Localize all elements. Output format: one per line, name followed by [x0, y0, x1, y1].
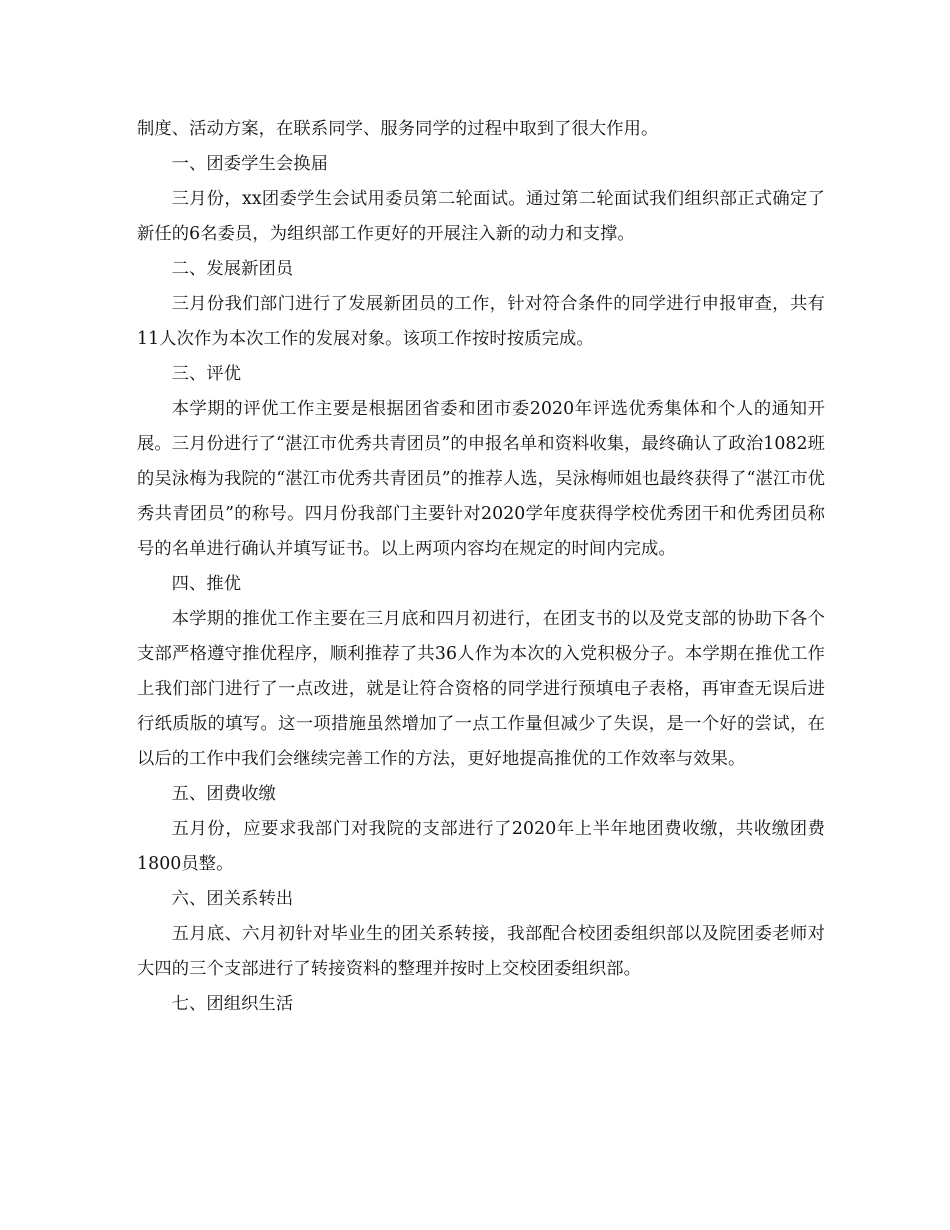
paragraph-continuation: 制度、活动方案，在联系同学、服务同学的过程中取到了很大作用。 — [137, 119, 659, 139]
section-heading-3: 三、评优 — [171, 364, 242, 384]
paragraph-1: 三月份，xx团委学生会试用委员第二轮面试。通过第二轮面试我们组织部正式确定了新任的6名委员，为组织部工作更好的开展注入新的动力和支撑。 — [137, 189, 825, 244]
paragraph-3: 本学期的评优工作主要是根据团省委和团市委2020年评选优秀集体和个人的通知开展。三月份进行了“湛江市优秀共青团员”的申报名单和资料收集，最终确认了政治1082班的吴泳梅为我院的“湛江市优秀共青团员”的推荐人选，吴泳梅师姐也最终获得了“湛江市优秀共青团员”的称号。四月份我部门主要针对2020学年度获得学校优秀团干和优秀团员称号的名单进行确认并填写证书。以上两项内容均在规定的时间内完成。 — [137, 399, 825, 559]
paragraph-2: 三月份我们部门进行了发展新团员的工作，针对符合条件的同学进行申报审查，共有11人次作为本次工作的发展对象。该项工作按时按质完成。 — [137, 294, 825, 349]
section-heading-6: 六、团关系转出 — [171, 889, 294, 909]
section-heading-7: 七、团组织生活 — [171, 994, 294, 1014]
section-heading-1: 一、团委学生会换届 — [171, 154, 329, 174]
paragraph-4: 本学期的推优工作主要在三月底和四月初进行，在团支书的以及党支部的协助下各个支部严格遵守推优程序，顺利推荐了共36人作为本次的入党积极分子。本学期在推优工作上我们部门进行了一点改进，就是让符合资格的同学进行预填电子表格，再审查无误后进行纸质版的填写。这一项措施虽然增加了一点工作量但减少了失误，是一个好的尝试，在以后的工作中我们会继续完善工作的方法，更好地提高推优的工作效率与效果。 — [137, 609, 825, 769]
paragraph-5: 五月份，应要求我部门对我院的支部进行了2020年上半年地团费收缴，共收缴团费1800员整。 — [137, 819, 825, 874]
paragraph-6: 五月底、六月初针对毕业生的团关系转接，我部配合校团委组织部以及院团委老师对大四的三个支部进行了转接资料的整理并按时上交校团委组织部。 — [137, 924, 825, 979]
document-body — [137, 112, 825, 1022]
section-heading-5: 五、团费收缴 — [171, 784, 276, 804]
section-heading-4: 四、推优 — [171, 574, 242, 594]
section-heading-2: 二、发展新团员 — [171, 259, 294, 279]
